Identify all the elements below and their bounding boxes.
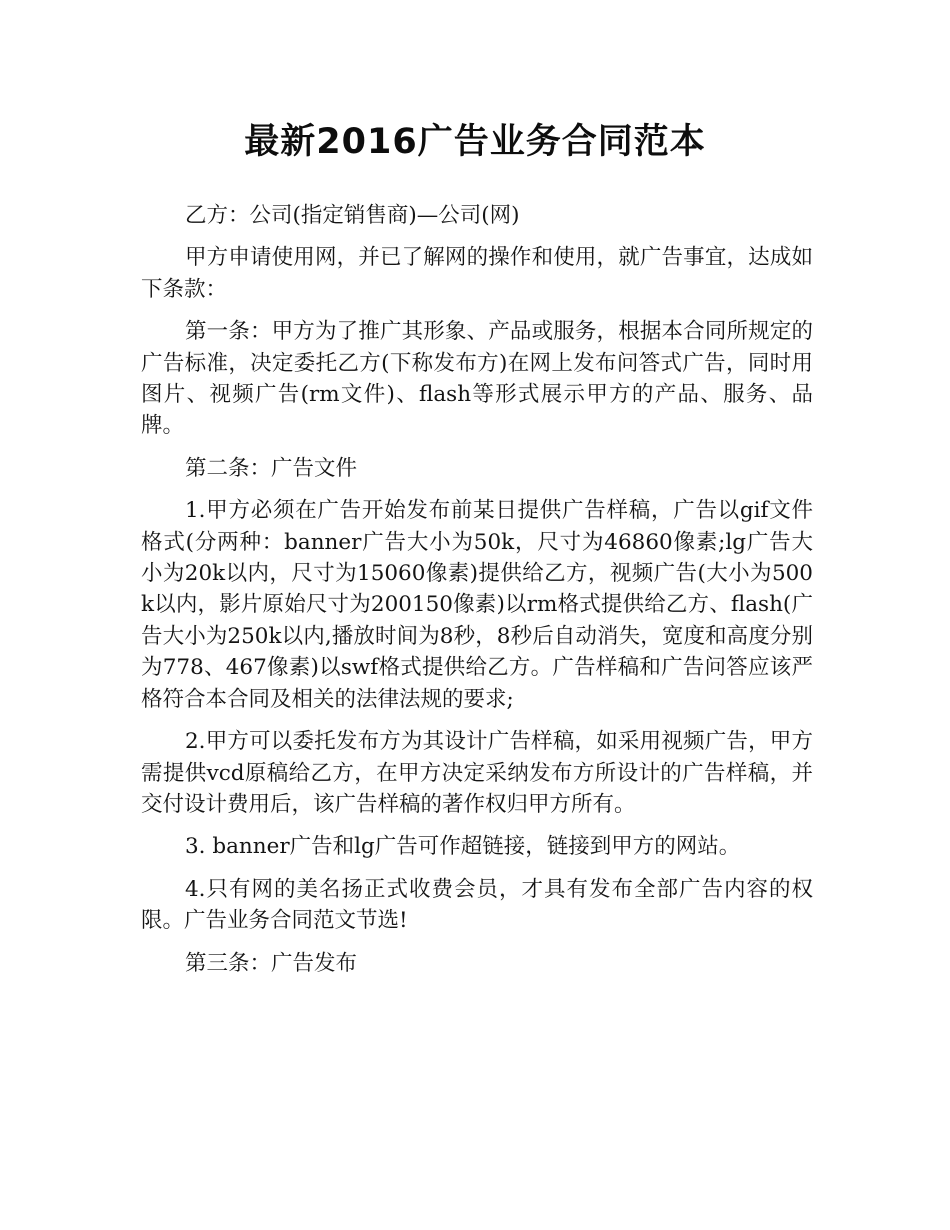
document-title: 最新2016广告业务合同范本 — [244, 122, 706, 162]
paragraph-clause-3: 3. banner广告和lg广告可作超链接，链接到甲方的网站。 — [185, 834, 741, 860]
paragraph-article-2-heading: 第二条：广告文件 — [185, 455, 358, 481]
paragraph-clause-1: 1.甲方必须在广告开始发布前某日提供广告样稿，广告以gif文件格式(分两种：banner广告大小为50k，尺寸为46860像素;lg广告大小为20k以内，尺寸为15060像素)提供给乙方，视频广告(大小为500k以内，影片原始尺寸为200150像素)以rm格式提供给乙方、flash(广告大小为250k以内,播放时间为8秒，8秒后自动消失，宽度和高度分别为778、467像素)以swf格式提供给乙方。广告样稿和广告问答应该严格符合本合同及相关的法律法规的要求; — [141, 498, 813, 712]
paragraph-clause-4: 4.只有网的美名扬正式收费会员，才具有发布全部广告内容的权限。广告业务合同范文节选! — [141, 876, 813, 934]
paragraph-party-b: 乙方：公司(指定销售商)—公司(网) — [185, 203, 520, 228]
paragraph-article-3-heading: 第三条：广告发布 — [185, 950, 358, 976]
document-body — [141, 200, 813, 990]
paragraph-intro: 甲方申请使用网，并已了解网的操作和使用，就广告事宜，达成如下条款： — [141, 245, 813, 302]
paragraph-clause-2: 2.甲方可以委托发布方为其设计广告样稿，如采用视频广告，甲方需提供vcd原稿给乙方，在甲方决定采纳发布方所设计的广告样稿，并交付设计费用后，该广告样稿的著作权归甲方所有。 — [141, 729, 813, 817]
paragraph-article-1: 第一条：甲方为了推广其形象、产品或服务，根据本合同所规定的广告标准，决定委托乙方(下称发布方)在网上发布问答式广告，同时用图片、视频广告(rm文件)、flash等形式展示甲方的产品、服务、品牌。 — [141, 319, 813, 439]
